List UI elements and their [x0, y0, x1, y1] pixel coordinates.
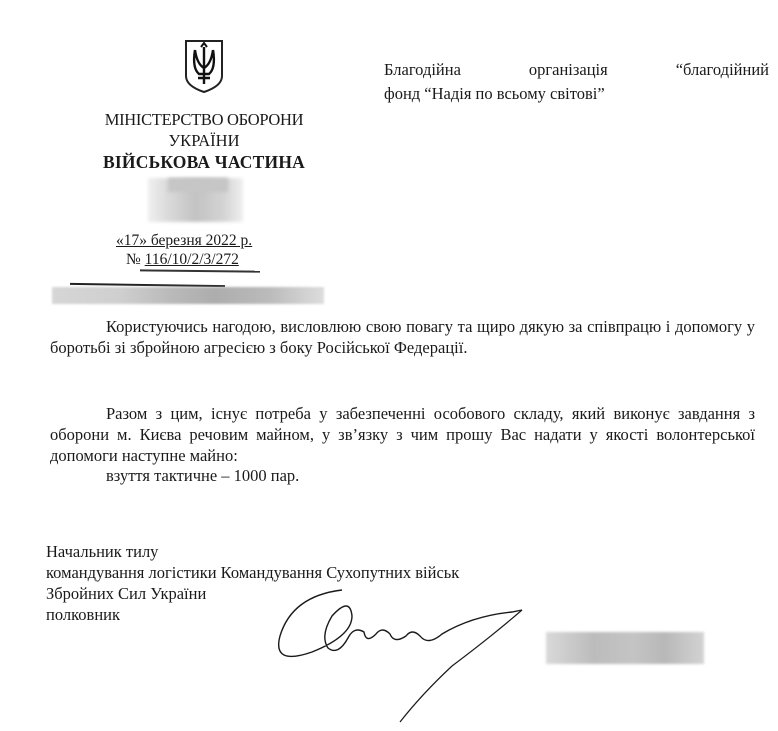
- handwritten-signature-icon: [272, 586, 562, 726]
- reg-prefix: №: [126, 251, 141, 268]
- redacted-signatory-name: [546, 632, 704, 664]
- signatory-position: Начальник тилу: [46, 542, 159, 561]
- trident-emblem-icon: [183, 38, 225, 94]
- addressee-line-2: фонд “Надія по всьому світові”: [384, 84, 605, 103]
- registration-number: [126, 251, 239, 269]
- signatory-rank: полковник: [46, 605, 120, 624]
- signatory-command: командування логістики Командування Сухопутних військ: [46, 563, 460, 582]
- redacted-unit-number-top: [168, 178, 228, 192]
- addressee-line-1: Благодійна організація “благодійний: [384, 60, 769, 79]
- paragraph-gratitude: Користуючись нагодою, висловлюю свою повагу та щиро дякую за співпрацю і допомогу у боротьбі зі збройною агресією з боку Російської Федерації.: [50, 317, 755, 357]
- ministry-name: МІНІСТЕРСТВО ОБОРОНИ: [104, 110, 304, 129]
- document-date: «17» березня 2022 р.: [116, 232, 253, 249]
- paragraph-request: Разом з цим, існує потреба у забезпеченні особового складу, який виконує завдання з оборони м. Києва речовим майном, у зв’язку з чим прошу Вас надати у якості волонтерської допомоги наступне майно:: [50, 404, 755, 465]
- requested-item: взуття тактичне – 1000 пар.: [106, 466, 300, 485]
- signatory-forces: Збройних Сил України: [46, 584, 207, 603]
- country-name: УКРАЇНИ: [168, 131, 240, 150]
- addressee-block: [384, 58, 769, 106]
- military-unit-title: ВІЙСЬКОВА ЧАСТИНА: [103, 152, 305, 172]
- redacted-line: [52, 287, 324, 304]
- reg-number: 116/10/2/3/272: [144, 251, 239, 268]
- divider-line-short: [140, 269, 260, 272]
